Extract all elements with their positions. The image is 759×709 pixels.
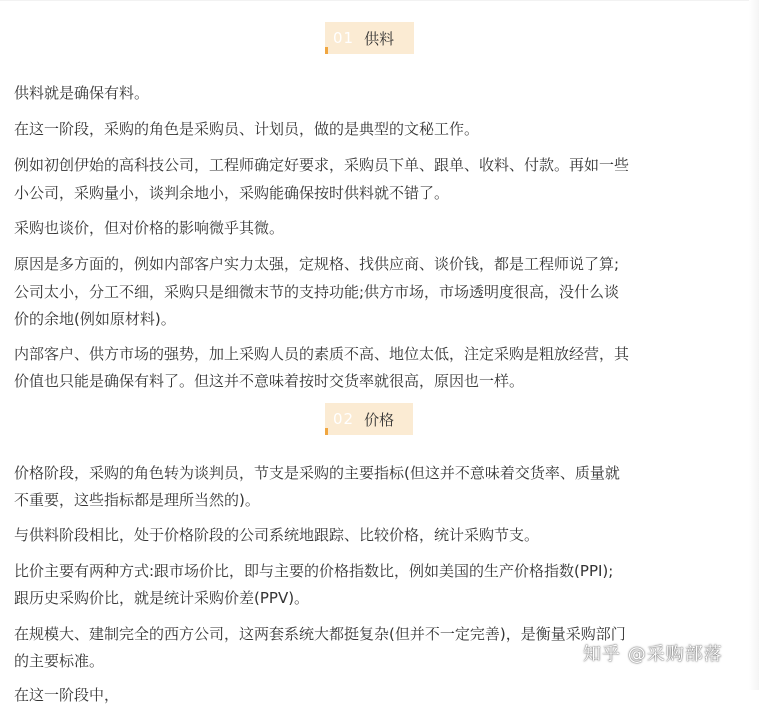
paragraph-line: 不重要，这些指标都是理所当然的)。 (14, 491, 260, 509)
section-heading-supply (325, 22, 414, 54)
paragraph-line: 比价主要有两种方式:跟市场价比，即与主要的价格指数比，例如美国的生产价格指数(PPI); (14, 562, 614, 580)
section-number: 01 (333, 29, 355, 47)
cutoff-paragraph: 在这一阶段中， (14, 686, 120, 704)
paragraph-line: 公司太小，分工不细，采购只是细微末节的支持功能;供方市场，市场透明度很高，没什么谈 (14, 283, 620, 301)
paragraph-line: 的主要标准。 (14, 652, 105, 670)
paragraph-line: 价值也只能是确保有料了。但这并不意味着按时交货率就很高，原因也一样。 (14, 372, 525, 390)
top-divider (0, 0, 759, 1)
paragraph: 在这一阶段，采购的角色是采购员、计划员，做的是典型的文秘工作。 (14, 120, 480, 138)
section-heading-price (325, 403, 413, 435)
section-title: 价格 (364, 410, 395, 429)
section-title: 供料 (364, 29, 395, 48)
paragraph-line: 内部客户、供方市场的强势，加上采购人员的素质不高、地位太低，注定采购是粗放经营，其 (14, 345, 630, 363)
paragraph-line: 价的余地(例如原材料)。 (14, 310, 176, 328)
section-marker (325, 428, 328, 435)
right-edge-shadow (749, 0, 759, 690)
section-marker (325, 47, 328, 54)
paragraph-line: 小公司，采购量小，谈判余地小，采购能确保按时供料就不错了。 (14, 184, 450, 202)
section-number: 02 (333, 410, 355, 428)
paragraph-line: 在规模大、建制完全的西方公司，这两套系统大都挺复杂(但并不一定完善)，是衡量采购部门 (14, 625, 626, 643)
zhihu-watermark: 知乎 @采购部落 (583, 644, 723, 665)
paragraph-line: 例如初创伊始的高科技公司，工程师确定好要求，采购员下单、跟单、收料、付款。再如一些 (14, 156, 630, 174)
paragraph: 与供料阶段相比，处于价格阶段的公司系统地跟踪、比较价格，统计采购节支。 (14, 526, 540, 544)
paragraph-line: 价格阶段，采购的角色转为谈判员，节支是采购的主要指标(但这并不意味着交货率、质量就 (14, 464, 620, 482)
paragraph-line: 跟历史采购价比，就是统计采购价差(PPV)。 (14, 589, 310, 607)
paragraph-line: 原因是多方面的，例如内部客户实力太强，定规格、找供应商、谈价钱，都是工程师说了算; (14, 255, 620, 273)
paragraph: 供料就是确保有料。 (14, 84, 150, 102)
paragraph: 采购也谈价，但对价格的影响微乎其微。 (14, 219, 285, 237)
